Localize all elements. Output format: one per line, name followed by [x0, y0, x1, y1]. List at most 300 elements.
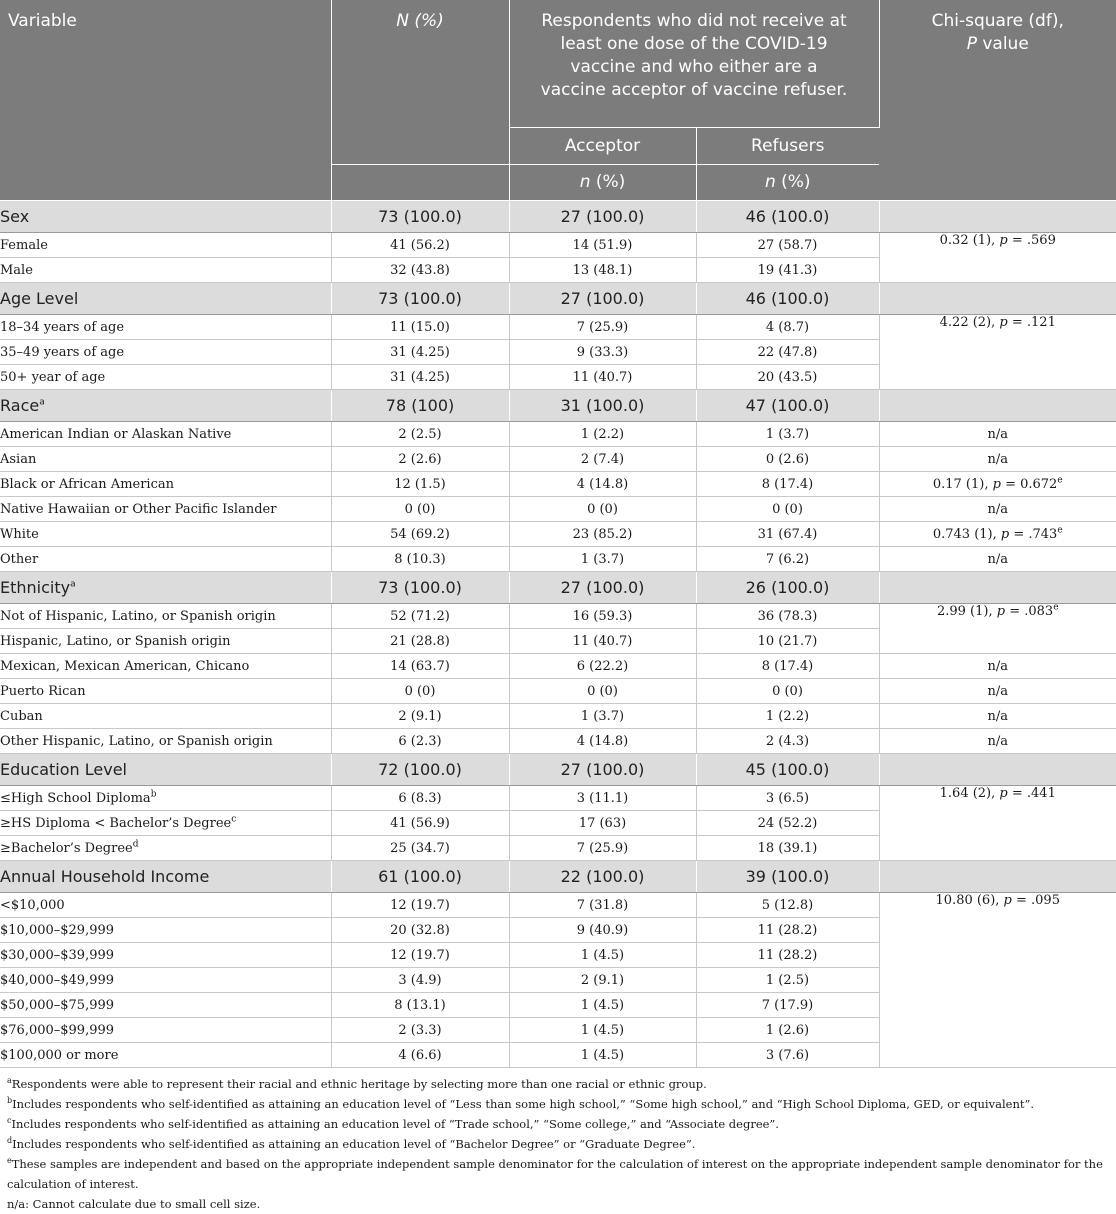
section-label-text: Annual Household Income — [0, 867, 210, 886]
footnote-marker: e — [7, 1156, 12, 1166]
footnote-text: These samples are independent and based on the appropriate independent sample denominator for the calculation of interest on the appropriate independent sample denominator for the calculation of interest. — [7, 1157, 1103, 1191]
section-acceptor-value: 27 (100.0) — [560, 289, 645, 308]
footnote-marker: a — [70, 579, 76, 590]
row-label — [0, 654, 331, 679]
row-label-text: Other Hispanic, Latino, or Spanish origin — [0, 733, 273, 749]
row-label — [0, 497, 331, 522]
cell-acceptor-value: 14 (51.9) — [572, 237, 633, 253]
row-label — [0, 604, 331, 629]
table-row — [0, 893, 1116, 918]
chi-p-symbol: p — [992, 476, 1001, 492]
table-row — [0, 729, 1116, 754]
chi-p-symbol: p — [1000, 526, 1010, 542]
cell-total — [331, 729, 509, 754]
footnote-marker: b — [7, 1096, 13, 1106]
cell-total-value: 12 (19.7) — [390, 947, 450, 963]
cell-acceptor — [509, 472, 696, 497]
section-acceptor — [509, 861, 696, 893]
cell-total-value: 0 (0) — [404, 501, 436, 517]
cell-total-value: 25 (34.7) — [390, 840, 450, 856]
cell-refusers-value: 7 (17.9) — [761, 997, 814, 1013]
row-label — [0, 729, 331, 754]
row-label-text: <$10,000 — [0, 897, 65, 913]
row-label-text: Female — [0, 237, 48, 253]
cell-refusers — [696, 629, 879, 654]
section-label — [0, 572, 331, 604]
cell-refusers — [696, 258, 879, 283]
row-label — [0, 629, 331, 654]
section-label — [0, 201, 331, 233]
cell-acceptor — [509, 315, 696, 340]
cell-total — [331, 679, 509, 704]
cell-total-value: 0 (0) — [404, 683, 436, 699]
chi-square-cell — [879, 447, 1116, 472]
row-label-text: 50+ year of age — [0, 369, 106, 385]
footnote-text: Respondents were able to represent their racial and ethnic heritage by selecting more than one racial or ethnic group. — [11, 1077, 707, 1091]
table-row — [0, 422, 1116, 447]
header-refusers: Refusers — [696, 128, 879, 165]
cell-refusers — [696, 1043, 879, 1068]
cell-total-value: 6 (8.3) — [398, 790, 442, 806]
cell-refusers — [696, 968, 879, 993]
section-row — [0, 572, 1116, 604]
row-label — [0, 679, 331, 704]
row-label-text: $40,000–$49,999 — [0, 972, 115, 988]
cell-acceptor-value: 17 (63) — [578, 815, 627, 831]
cell-total-value: 12 (1.5) — [394, 476, 446, 492]
cell-total-value: 31 (4.25) — [390, 369, 450, 385]
cell-acceptor-value: 4 (14.8) — [576, 476, 629, 492]
section-total-value: 78 (100) — [385, 396, 455, 415]
cell-refusers — [696, 422, 879, 447]
row-label — [0, 340, 331, 365]
cell-acceptor-value: 1 (3.7) — [580, 708, 625, 724]
cell-refusers-value: 36 (78.3) — [757, 608, 818, 624]
row-label-text: 18–34 years of age — [0, 319, 125, 335]
cell-refusers — [696, 811, 879, 836]
section-refusers-value: 45 (100.0) — [745, 760, 830, 779]
cell-acceptor-value: 11 (40.7) — [572, 369, 633, 385]
row-label-text: ≥Bachelor’s Degree — [0, 840, 133, 856]
cell-total-value: 2 (2.5) — [398, 426, 442, 442]
row-label-text: ≤High School Diploma — [0, 790, 151, 806]
cell-acceptor — [509, 547, 696, 572]
cell-acceptor-value: 4 (14.8) — [576, 733, 629, 749]
cell-total — [331, 993, 509, 1018]
cell-total — [331, 811, 509, 836]
row-label — [0, 993, 331, 1018]
header-n-pct-refusers: n (%) — [696, 165, 879, 201]
chi-value: 0.17 (1), — [932, 476, 993, 492]
cell-refusers — [696, 447, 879, 472]
cell-refusers-value: 8 (17.4) — [761, 476, 814, 492]
section-total — [331, 283, 509, 315]
cell-acceptor — [509, 447, 696, 472]
cell-acceptor — [509, 704, 696, 729]
section-refusers-value: 39 (100.0) — [745, 867, 830, 886]
header-variable: Variable — [0, 0, 331, 201]
section-total — [331, 572, 509, 604]
footnote-marker: a — [39, 397, 45, 408]
chi-square-cell — [879, 472, 1116, 497]
section-label-text: Age Level — [0, 289, 79, 308]
footnote-marker: c — [7, 1116, 12, 1126]
cell-refusers-value: 11 (28.2) — [757, 922, 818, 938]
cell-refusers — [696, 654, 879, 679]
footnote-marker: e — [1057, 525, 1063, 536]
cell-refusers — [696, 472, 879, 497]
cell-refusers-value: 0 (2.6) — [765, 451, 810, 467]
section-total — [331, 201, 509, 233]
chi-square-cell — [879, 315, 1116, 390]
cell-refusers — [696, 497, 879, 522]
footnote-marker: a — [7, 1076, 12, 1086]
chi-p-symbol: p — [999, 786, 1008, 801]
footnote-text: Includes respondents who self-identified as attaining an education level of “Bachelor Degree” or “Graduate Degree”. — [12, 1137, 696, 1151]
cell-total-value: 20 (32.8) — [390, 922, 450, 938]
cell-refusers-value: 1 (2.2) — [765, 708, 810, 724]
cell-acceptor-value: 1 (4.5) — [580, 997, 625, 1013]
chi-p-value: = 0.672 — [1000, 476, 1058, 492]
chi-p-symbol: p — [999, 315, 1008, 330]
section-chi-blank — [879, 390, 1116, 422]
row-label — [0, 233, 331, 258]
cell-total-value: 32 (43.8) — [390, 262, 450, 278]
cell-total — [331, 233, 509, 258]
section-acceptor — [509, 572, 696, 604]
cell-total — [331, 786, 509, 811]
footnote-text: Includes respondents who self-identified as attaining an education level of “Less than some high school,” “Some high school,” and “High School Diploma, GED, or equivalent”. — [12, 1097, 1035, 1111]
cell-refusers — [696, 340, 879, 365]
footnote-marker: d — [132, 839, 139, 850]
row-label — [0, 918, 331, 943]
row-label — [0, 447, 331, 472]
cell-refusers — [696, 547, 879, 572]
cell-refusers-value: 0 (0) — [772, 501, 803, 517]
section-label — [0, 754, 331, 786]
cell-acceptor-value: 0 (0) — [587, 501, 618, 517]
row-label-text: Puerto Rican — [0, 683, 86, 699]
cell-refusers — [696, 836, 879, 861]
section-refusers-value: 46 (100.0) — [745, 207, 830, 226]
cell-total — [331, 918, 509, 943]
cell-total-value: 54 (69.2) — [390, 526, 450, 542]
section-label-text: Race — [0, 396, 40, 415]
section-total-value: 72 (100.0) — [378, 760, 462, 779]
row-label — [0, 943, 331, 968]
section-total-value: 73 (100.0) — [378, 578, 462, 597]
footnote — [7, 1074, 1113, 1094]
cell-total — [331, 1018, 509, 1043]
row-label — [0, 893, 331, 918]
footnote — [7, 1094, 1113, 1114]
cell-refusers — [696, 943, 879, 968]
chi-square-cell — [879, 522, 1116, 547]
section-total-value: 73 (100.0) — [378, 207, 462, 226]
row-label-text: $76,000–$99,999 — [0, 1022, 115, 1038]
cell-acceptor — [509, 918, 696, 943]
cell-refusers-value: 18 (39.1) — [757, 840, 818, 856]
chi-square-cell — [879, 422, 1116, 447]
row-label — [0, 968, 331, 993]
cell-acceptor — [509, 811, 696, 836]
table-row — [0, 547, 1116, 572]
section-refusers-value: 26 (100.0) — [745, 578, 830, 597]
chi-value: 0.32 (1), — [939, 233, 1000, 248]
section-refusers — [696, 861, 879, 893]
section-chi-blank — [879, 283, 1116, 315]
chi-value: n/a — [987, 658, 1008, 674]
header-chi-square: Chi-square (df), P value — [879, 0, 1116, 201]
cell-acceptor — [509, 943, 696, 968]
chi-value: n/a — [987, 426, 1008, 442]
chi-value: n/a — [987, 708, 1008, 724]
chi-p-value: = .083 — [1005, 604, 1054, 619]
footnote-text: Includes respondents who self-identified as attaining an education level of “Trade school,” “Some college,” and “Associate degree”. — [11, 1117, 779, 1131]
cell-refusers-value: 31 (67.4) — [757, 526, 818, 542]
cell-acceptor — [509, 968, 696, 993]
row-label-text: $50,000–$75,999 — [0, 997, 115, 1013]
chi-value: 2.99 (1), — [936, 604, 997, 619]
row-label — [0, 522, 331, 547]
chi-value: n/a — [987, 501, 1008, 517]
section-acceptor-value: 27 (100.0) — [560, 207, 645, 226]
cell-acceptor — [509, 1043, 696, 1068]
cell-total-value: 14 (63.7) — [390, 658, 450, 674]
cell-acceptor — [509, 654, 696, 679]
cell-total-value: 2 (9.1) — [398, 708, 442, 724]
cell-total — [331, 968, 509, 993]
chi-square-cell — [879, 893, 1116, 1068]
section-total — [331, 390, 509, 422]
row-label — [0, 836, 331, 861]
cell-acceptor-value: 1 (4.5) — [580, 947, 625, 963]
cell-total-value: 3 (4.9) — [398, 972, 442, 988]
cell-acceptor-value: 7 (31.8) — [576, 897, 629, 913]
cell-total — [331, 365, 509, 390]
chi-square-cell — [879, 604, 1116, 654]
section-chi-blank — [879, 201, 1116, 233]
footnote-marker: e — [1053, 602, 1059, 613]
table-row — [0, 233, 1116, 258]
row-label-text: 35–49 years of age — [0, 344, 125, 360]
section-total-value: 61 (100.0) — [378, 867, 462, 886]
cell-total-value: 6 (2.3) — [398, 733, 442, 749]
header-n-total: N (%) — [331, 0, 509, 165]
chi-p-value: = .441 — [1007, 786, 1056, 801]
cell-total — [331, 447, 509, 472]
footnote-text: n/a: Cannot calculate due to small cell size. — [7, 1197, 261, 1211]
table-row — [0, 522, 1116, 547]
cell-refusers-value: 5 (12.8) — [761, 897, 814, 913]
cell-total-value: 2 (2.6) — [398, 451, 442, 467]
cell-total-value: 4 (6.6) — [398, 1047, 442, 1063]
cell-acceptor-value: 0 (0) — [587, 683, 618, 699]
cell-refusers-value: 2 (4.3) — [765, 733, 810, 749]
table-row — [0, 704, 1116, 729]
table-row — [0, 786, 1116, 811]
cell-refusers-value: 11 (28.2) — [757, 947, 818, 963]
table-row — [0, 447, 1116, 472]
section-row — [0, 201, 1116, 233]
cell-refusers-value: 4 (8.7) — [765, 319, 810, 335]
section-label-text: Education Level — [0, 760, 127, 779]
chi-square-cell — [879, 233, 1116, 283]
chi-value: 4.22 (2), — [939, 315, 1000, 330]
section-row — [0, 390, 1116, 422]
chi-value: n/a — [987, 551, 1008, 567]
cell-refusers — [696, 704, 879, 729]
cell-total — [331, 340, 509, 365]
chi-square-cell — [879, 547, 1116, 572]
footnotes — [7, 1074, 1113, 1214]
section-label-text: Ethnicity — [0, 578, 71, 597]
cell-refusers-value: 1 (3.7) — [765, 426, 810, 442]
chi-p-value: = .743 — [1009, 526, 1058, 542]
chi-square-cell — [879, 786, 1116, 861]
section-acceptor — [509, 201, 696, 233]
cell-total — [331, 704, 509, 729]
cell-acceptor-value: 1 (2.2) — [580, 426, 625, 442]
cell-total — [331, 522, 509, 547]
row-label-text: Native Hawaiian or Other Pacific Islander — [0, 501, 277, 517]
chi-p-symbol: p — [999, 233, 1008, 248]
cell-total — [331, 604, 509, 629]
cell-refusers-value: 0 (0) — [772, 683, 803, 699]
cell-acceptor-value: 11 (40.7) — [572, 633, 633, 649]
cell-refusers — [696, 993, 879, 1018]
cell-refusers-value: 8 (17.4) — [761, 658, 814, 674]
cell-refusers — [696, 679, 879, 704]
cell-total-value: 21 (28.8) — [390, 633, 450, 649]
cell-total-value: 2 (3.3) — [398, 1022, 442, 1038]
table-row — [0, 497, 1116, 522]
cell-acceptor — [509, 365, 696, 390]
row-label — [0, 547, 331, 572]
chi-value: 0.743 (1), — [932, 526, 1001, 542]
section-row — [0, 754, 1116, 786]
cell-total-value: 8 (10.3) — [394, 551, 446, 567]
cell-refusers — [696, 522, 879, 547]
cell-refusers — [696, 233, 879, 258]
cell-acceptor-value: 13 (48.1) — [572, 262, 633, 278]
cell-refusers — [696, 729, 879, 754]
row-label-text: Black or African American — [0, 476, 174, 492]
row-label — [0, 365, 331, 390]
cell-acceptor — [509, 604, 696, 629]
table-row — [0, 654, 1116, 679]
table-row — [0, 315, 1116, 340]
section-label — [0, 861, 331, 893]
cell-acceptor — [509, 233, 696, 258]
chi-square-cell — [879, 497, 1116, 522]
footnote-marker: b — [150, 789, 157, 800]
section-total — [331, 861, 509, 893]
cell-acceptor — [509, 679, 696, 704]
header-group-title: Respondents who did not receive at least one dose of the COVID-19 vaccine and who either are a vaccine acceptor of vaccine refuser. — [509, 0, 879, 128]
cell-refusers-value: 3 (7.6) — [765, 1047, 810, 1063]
row-label — [0, 315, 331, 340]
section-refusers-value: 46 (100.0) — [745, 289, 830, 308]
cell-acceptor — [509, 629, 696, 654]
section-row — [0, 283, 1116, 315]
cell-acceptor-value: 1 (4.5) — [580, 1047, 625, 1063]
row-label — [0, 1043, 331, 1068]
section-chi-blank — [879, 754, 1116, 786]
cell-acceptor — [509, 786, 696, 811]
chi-square-cell — [879, 679, 1116, 704]
cell-total-value: 8 (13.1) — [394, 997, 446, 1013]
section-refusers — [696, 390, 879, 422]
section-refusers — [696, 283, 879, 315]
chi-p-value: = .569 — [1007, 233, 1056, 248]
row-label-text: ≥HS Diploma < Bachelor’s Degree — [0, 815, 232, 831]
row-label-text: $100,000 or more — [0, 1047, 119, 1063]
section-label — [0, 283, 331, 315]
row-label — [0, 704, 331, 729]
chi-value: n/a — [987, 733, 1008, 749]
footnote — [7, 1194, 1113, 1214]
chi-p-value: = .121 — [1007, 315, 1056, 330]
row-label — [0, 786, 331, 811]
cell-refusers-value: 3 (6.5) — [765, 790, 810, 806]
table-row — [0, 604, 1116, 629]
footnote — [7, 1134, 1113, 1154]
cell-refusers — [696, 918, 879, 943]
table-row — [0, 679, 1116, 704]
section-label — [0, 390, 331, 422]
cell-refusers-value: 22 (47.8) — [757, 344, 818, 360]
row-label-text: Other — [0, 551, 39, 567]
cell-total-value: 31 (4.25) — [390, 344, 450, 360]
row-label-text: Male — [0, 262, 33, 278]
header-acceptor: Acceptor — [509, 128, 696, 165]
cell-acceptor-value: 9 (33.3) — [576, 344, 629, 360]
section-total-value: 73 (100.0) — [378, 289, 462, 308]
cell-refusers-value: 27 (58.7) — [757, 237, 818, 253]
section-label-text: Sex — [0, 207, 30, 226]
row-label-text: White — [0, 526, 39, 542]
section-refusers-value: 47 (100.0) — [745, 396, 830, 415]
row-label — [0, 1018, 331, 1043]
cell-refusers-value: 19 (41.3) — [757, 262, 818, 278]
cell-acceptor — [509, 893, 696, 918]
row-label-text: Hispanic, Latino, or Spanish origin — [0, 633, 231, 649]
cell-total-value: 11 (15.0) — [390, 319, 450, 335]
table-body — [0, 201, 1116, 1068]
cell-total — [331, 1043, 509, 1068]
footnote-marker: c — [231, 814, 237, 825]
cell-refusers — [696, 1018, 879, 1043]
cell-acceptor-value: 6 (22.2) — [576, 658, 629, 674]
cell-total — [331, 497, 509, 522]
cell-refusers-value: 24 (52.2) — [757, 815, 818, 831]
section-total — [331, 754, 509, 786]
cell-total — [331, 836, 509, 861]
footnote-marker: e — [1057, 475, 1063, 486]
section-acceptor — [509, 754, 696, 786]
cell-refusers-value: 20 (43.5) — [757, 369, 818, 385]
table-row — [0, 472, 1116, 497]
section-acceptor-value: 22 (100.0) — [560, 867, 645, 886]
cell-acceptor — [509, 422, 696, 447]
cell-acceptor — [509, 993, 696, 1018]
section-chi-blank — [879, 861, 1116, 893]
cell-acceptor-value: 1 (3.7) — [580, 551, 625, 567]
cell-refusers — [696, 604, 879, 629]
row-label-text: $30,000–$39,999 — [0, 947, 115, 963]
row-label-text: Asian — [0, 451, 37, 467]
